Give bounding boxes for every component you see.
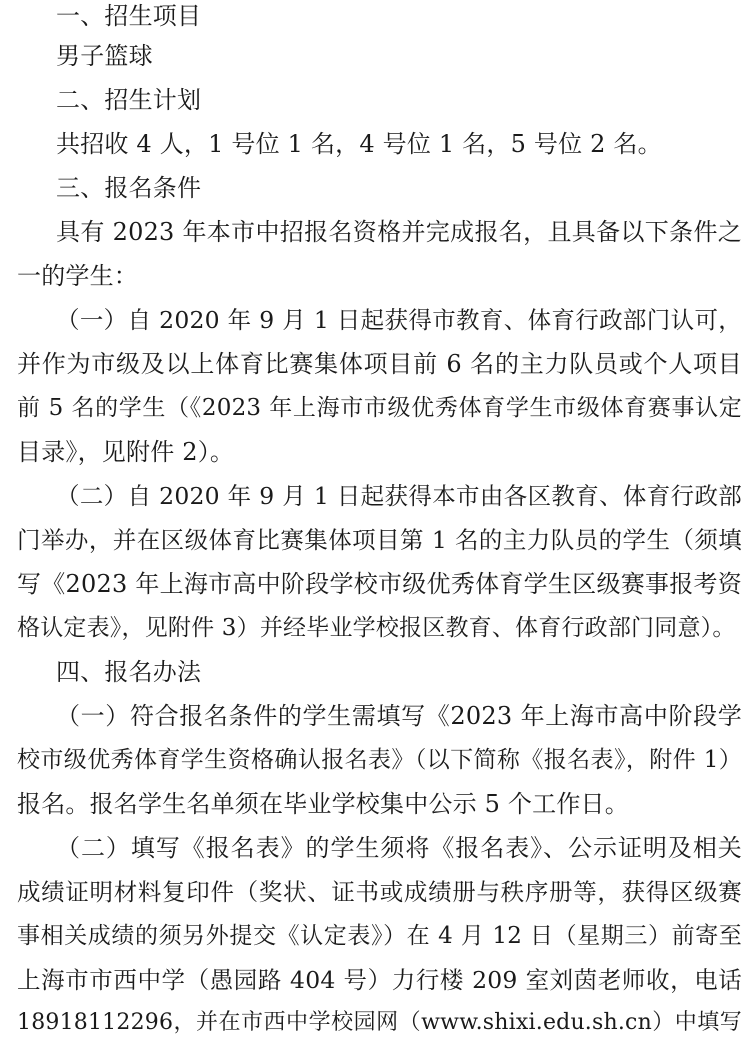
- paragraph-line: （一）符合报名条件的学生需填写《2023 年上海市高中阶段学: [56, 702, 742, 730]
- paragraph-line: 上海市市西中学（愚园路 404 号）力行楼 209 室刘茵老师收，电话: [17, 966, 742, 994]
- paragraph-line: 18918112296，并在市西中学校园网（www.shixi.edu.sh.cn）中填写: [17, 1010, 742, 1035]
- paragraph-line: 报名。报名学生名单须在毕业学校集中公示 5 个工作日。: [17, 790, 629, 818]
- heading-registration-conditions: 三、报名条件: [56, 174, 202, 202]
- paragraph-line: 校市级优秀体育学生资格确认报名表》（以下简称《报名表》，附件 1）: [17, 747, 742, 773]
- paragraph-line: （一）自 2020 年 9 月 1 日起获得市教育、体育行政部门认可，: [56, 306, 742, 334]
- paragraph-line: 写《2023 年上海市高中阶段学校市级优秀体育学生区级赛事报考资: [17, 570, 742, 598]
- heading-enrollment-project: 一、招生项目: [56, 2, 202, 30]
- paragraph-line: 门举办，并在区级体育比赛集体项目第 1 名的主力队员的学生（须填: [17, 526, 742, 554]
- paragraph-line: 目录》，见附件 2）。: [17, 438, 235, 466]
- heading-registration-method: 四、报名办法: [56, 658, 202, 686]
- paragraph-line: 格认定表》，见附件 3）并经毕业学校报区教育、体育行政部门同意）。: [17, 615, 736, 641]
- paragraph-line: 共招收 4 人，1 号位 1 名，4 号位 1 名，5 号位 2 名。: [56, 130, 662, 158]
- paragraph-line: 成绩证明材料复印件（奖状、证书或成绩册与秩序册等，获得区级赛: [17, 878, 742, 906]
- paragraph-line: 一的学生：: [17, 262, 138, 290]
- heading-enrollment-plan: 二、招生计划: [56, 86, 202, 114]
- paragraph-line: （二）自 2020 年 9 月 1 日起获得本市由各区教育、体育行政部: [56, 482, 742, 510]
- paragraph-line: 具有 2023 年本市中招报名资格并完成报名，且具备以下条件之: [56, 218, 742, 246]
- paragraph-line: 并作为市级及以上体育比赛集体项目前 6 名的主力队员或个人项目: [17, 350, 742, 378]
- paragraph-line: 男子篮球: [56, 42, 153, 70]
- paragraph-line: 事相关成绩的须另外提交《认定表》）在 4 月 12 日（星期三）前寄至: [17, 923, 742, 949]
- paragraph-line: （二）填写《报名表》的学生须将《报名表》、公示证明及相关: [56, 834, 742, 862]
- paragraph-line: 前 5 名的学生（《2023 年上海市市级优秀体育学生市级体育赛事认定: [17, 395, 742, 421]
